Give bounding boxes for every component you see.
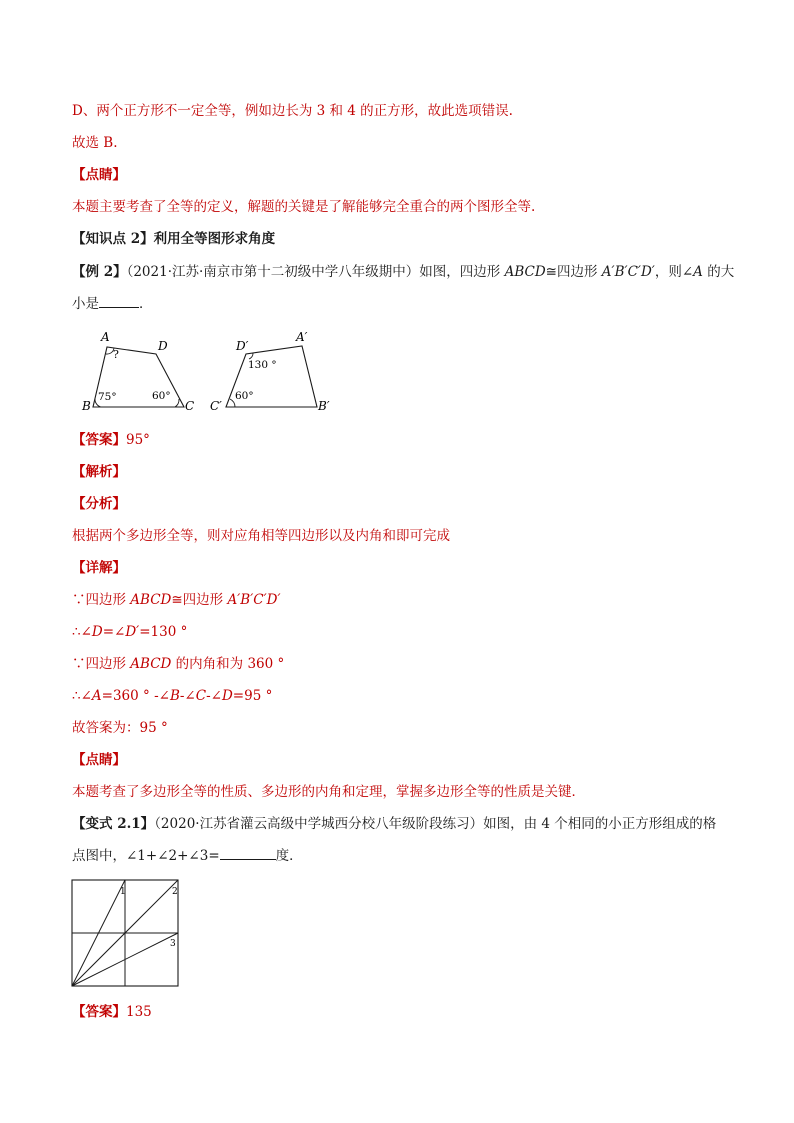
label-a: A [101, 330, 110, 344]
d4-i: =95 ° [232, 688, 273, 704]
d3-b: ABCD [130, 656, 172, 672]
abcd-ref: ABCD [504, 264, 546, 280]
detail-step-3 [72, 654, 284, 674]
size-text: 的大 [702, 264, 735, 280]
d3-c: 的内角和为 360 ° [171, 656, 285, 672]
grid-figure [71, 877, 183, 989]
angle-sum-text: 点图中，∠1+∠2+∠3= [72, 848, 220, 864]
label-c-prime: C′ [210, 399, 222, 413]
d4-f: C [195, 688, 207, 704]
label-d: D [158, 339, 168, 353]
dianjing2-text: 本题考查了多边形全等的性质、多边形的内角和定理，掌握多边形全等的性质是关键． [72, 784, 585, 800]
answer-line [72, 430, 150, 450]
angle-d-prime-value: 130 ° [248, 359, 277, 371]
d4-h: D [221, 688, 233, 704]
detail-step-1 [72, 590, 281, 610]
detail-step-4 [72, 686, 272, 706]
d1-d: A′B′C′D′ [227, 592, 281, 608]
fenxi-label: 【分析】 [72, 496, 126, 512]
is-text: 小是 [72, 296, 99, 312]
choose-b-text: 故选 B. [72, 135, 118, 151]
d3-a: ∵四边形 [72, 656, 131, 672]
knowledge-point-heading [72, 229, 275, 249]
label-c: C [185, 399, 195, 413]
d1-b: ABCD [130, 592, 172, 608]
answer2-line [72, 1002, 152, 1022]
d2-a: ∴∠ [72, 624, 92, 640]
period: ． [139, 296, 153, 312]
question-mark: ? [113, 348, 119, 361]
abcd-prime-ref: A′B′C′D′ [601, 264, 655, 280]
detail-step-2 [72, 622, 187, 642]
example-2-source: （2021·江苏·南京市第十二初级中学八年级期中）如图，四边形 [126, 264, 505, 280]
angle-1-label: 1 [120, 887, 126, 897]
angle-3-label: 3 [170, 939, 176, 949]
xiangjie-label: 【详解】 [72, 560, 126, 576]
d4-b: A [91, 688, 102, 704]
detail-step-5: 故答案为：95 ° [72, 720, 168, 736]
label-b: B [82, 399, 91, 413]
d4-g: -∠ [206, 688, 222, 704]
d2-d: D′ [125, 624, 140, 640]
d2-e: =130 ° [139, 624, 188, 640]
angle-sum-blank [220, 845, 276, 860]
label-d-prime: D′ [236, 339, 249, 353]
then-angle-text: ，则∠ [654, 264, 694, 280]
example-2-line1 [72, 262, 734, 282]
d4-d: B [169, 688, 180, 704]
quadrilateral-figure [70, 326, 340, 418]
answer2-label: 【答案】 [72, 1004, 126, 1020]
d4-e: -∠ [179, 688, 196, 704]
d2-b: D [91, 624, 103, 640]
angle-2-label: 2 [172, 887, 178, 897]
dianjing-label: 【点睛】 [72, 167, 126, 183]
label-a-prime: A′ [296, 330, 308, 344]
d4-c: =360 ° -∠ [101, 688, 170, 704]
example-2-line2 [72, 293, 153, 314]
cong-text: ≅四边形 [545, 264, 602, 280]
example-2-label: 【例 2】 [72, 264, 127, 280]
d1-a: ∵四边形 [72, 592, 131, 608]
label-b-prime: B′ [318, 399, 330, 413]
angle-b-value: 75° [98, 391, 117, 403]
dianjing-text: 本题主要考查了全等的定义，解题的关键是了解能够完全重合的两个图形全等. [72, 199, 536, 215]
angle-a-ref: A [693, 264, 703, 280]
variant-2-1-line2 [72, 845, 303, 866]
option-d-text: D、两个正方形不一定全等，例如边长为 3 和 4 的正方形，故此选项错误. [72, 103, 513, 119]
quadrilateral-abcd-prime [210, 330, 330, 413]
jiexi-label: 【解析】 [72, 464, 126, 480]
angle-c-prime-value: 60° [235, 390, 254, 402]
answer2-value: 135 [126, 1004, 152, 1020]
fenxi-text: 根据两个多边形全等，则对应角相等四边形以及内角和即可完成 [72, 528, 450, 544]
variant-label: 【变式 2.1】 [72, 816, 155, 832]
knowledge-point-label: 【知识点 2】 [72, 231, 154, 247]
angle-c-value: 60° [152, 390, 171, 402]
quadrilateral-abcd [81, 330, 194, 413]
dianjing2-label: 【点睛】 [72, 752, 126, 768]
answer-value: 95° [126, 432, 150, 448]
d2-c: =∠ [102, 624, 126, 640]
variant-text: （2020·江苏省灌云高级中学城西分校八年级阶段练习）如图，由 4 个相同的小正方形组成的格 [154, 816, 717, 832]
variant-2-1-line1 [72, 814, 716, 834]
answer-blank [99, 293, 139, 308]
d1-c: ≅四边形 [171, 592, 228, 608]
knowledge-point-title: 利用全等图形求角度 [153, 231, 276, 247]
answer-label: 【答案】 [72, 432, 126, 448]
degree-text: 度． [275, 848, 303, 864]
d4-a: ∴∠ [72, 688, 92, 704]
